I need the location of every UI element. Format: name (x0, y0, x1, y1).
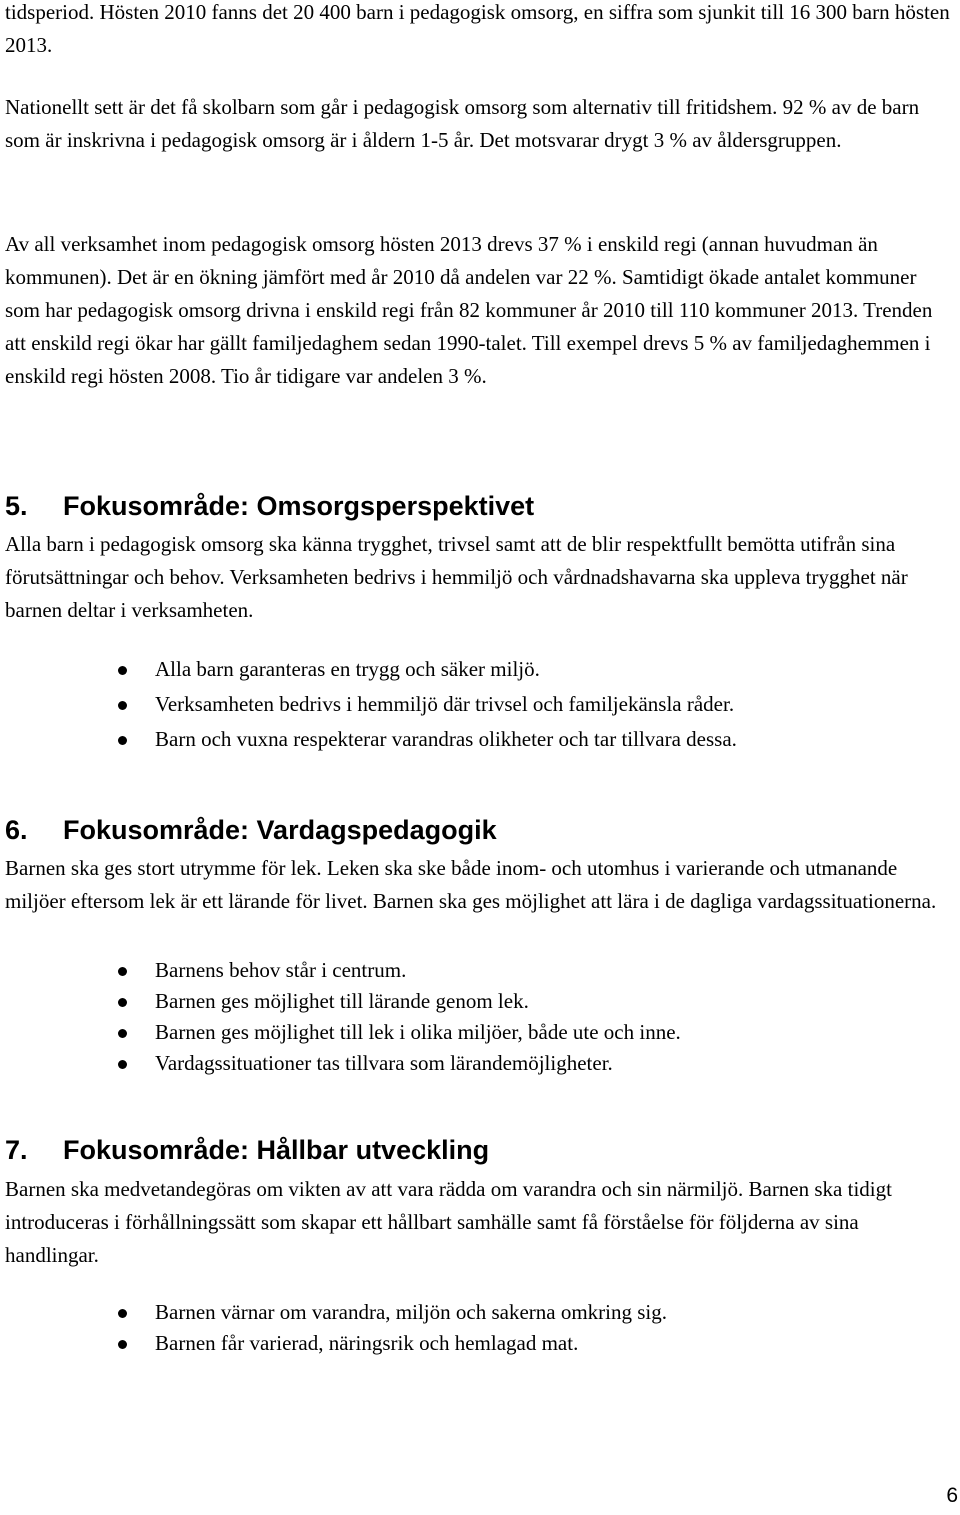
bullet-icon (118, 701, 127, 710)
paragraph-text: Av all verksamhet inom pedagogisk omsorg hösten 2013 drevs 37 % i enskild regi (annan huvudman än kommunen). Det är en ökning jämfört med år 2010 då andelen var 22 %. Samtidigt ökade antalet kommuner som har pedagogisk omsorg drivna i enskild regi från 82 kommuner år 2010 till 110 kommuner 2013. Trenden att enskild regi ökar har gällt familjedaghem sedan 1990-talet. Till exempel drevs 5 % av familjedaghemmen i enskild regi hösten 2008. Tio år tidigare var andelen 3 %. (5, 232, 933, 388)
intro-paragraph-1 (5, 0, 955, 62)
bullet-icon (118, 967, 127, 976)
list-item: Barnens behov står i centrum. (5, 955, 955, 986)
bullet-icon (118, 1060, 127, 1069)
paragraph-text: Alla barn i pedagogisk omsorg ska känna trygghet, trivsel samt att de blir respektfullt bemötta utifrån sina förutsättningar och behov. Verksamheten bedrivs i hemmiljö och vårdnadshavarna ska uppleva trygghet när barnen deltar i verksamheten. (5, 532, 908, 622)
section-6-bullets (5, 955, 955, 1079)
list-item: Barn och vuxna respekterar varandras olikheter och tar tillvara dessa. (5, 724, 955, 755)
section-number: 5. (5, 491, 28, 521)
bullet-list (5, 1297, 955, 1359)
section-7-body (5, 1173, 955, 1272)
section-title: Fokusområde: Omsorgsperspektivet (63, 491, 535, 521)
bullet-icon (118, 998, 127, 1007)
list-item: Barnen ges möjlighet till lärande genom lek. (5, 986, 955, 1017)
list-item: Vardagssituationer tas tillvara som lärandemöjligheter. (5, 1048, 955, 1079)
bullet-list (5, 955, 955, 1079)
section-5-bullets (5, 654, 955, 755)
section-6-body (5, 852, 955, 918)
section-title: Fokusområde: Vardagspedagogik (63, 815, 497, 845)
paragraph-text: Barnen ska ges stort utrymme för lek. Leken ska ske både inom- och utomhus i varierande och utmanande miljöer eftersom lek är ett lärande för livet. Barnen ska ges möjlighet att lära i de dagliga vardagssituationerna. (5, 856, 937, 913)
list-item: Barnen ges möjlighet till lek i olika miljöer, både ute och inne. (5, 1017, 955, 1048)
section-number: 7. (5, 1135, 28, 1165)
intro-paragraph-3 (5, 228, 955, 393)
list-item: Barnen får varierad, näringsrik och hemlagad mat. (5, 1328, 955, 1359)
paragraph-text: tidsperiod. Hösten 2010 fanns det 20 400 barn i pedagogisk omsorg, en siffra som sjunkit till 16 300 barn hösten 2013. (5, 0, 950, 57)
list-item: Barnen värnar om varandra, miljön och sakerna omkring sig. (5, 1297, 955, 1328)
bullet-icon (118, 1340, 127, 1349)
paragraph-text: Nationellt sett är det få skolbarn som går i pedagogisk omsorg som alternativ till fritidshem. 92 % av de barn som är inskrivna i pedagogisk omsorg är i åldern 1-5 år. Det motsvarar drygt 3 % av åldersgruppen. (5, 95, 920, 152)
section-6 (5, 813, 955, 847)
section-heading (5, 1133, 955, 1167)
bullet-icon (118, 1029, 127, 1038)
page-number: 6 (946, 1484, 958, 1507)
section-number: 6. (5, 815, 28, 845)
bullet-icon (118, 736, 127, 745)
section-7-bullets (5, 1297, 955, 1359)
section-heading (5, 489, 955, 523)
intro-paragraph-2 (5, 91, 955, 157)
bullet-list (5, 654, 955, 755)
bullet-icon (118, 666, 127, 675)
paragraph-text: Barnen ska medvetandegöras om vikten av att vara rädda om varandra och sin närmiljö. Barnen ska tidigt introduceras i förhållningssätt som skapar ett hållbart samhälle samt få förståelse för följderna av sina handlingar. (5, 1177, 892, 1267)
list-item: Alla barn garanteras en trygg och säker miljö. (5, 654, 955, 685)
bullet-icon (118, 1309, 127, 1318)
list-item: Verksamheten bedrivs i hemmiljö där trivsel och familjekänsla råder. (5, 689, 955, 720)
section-7 (5, 1133, 955, 1167)
section-title: Fokusområde: Hållbar utveckling (63, 1135, 490, 1165)
section-heading (5, 813, 955, 847)
section-5 (5, 489, 955, 523)
section-5-body (5, 528, 955, 627)
